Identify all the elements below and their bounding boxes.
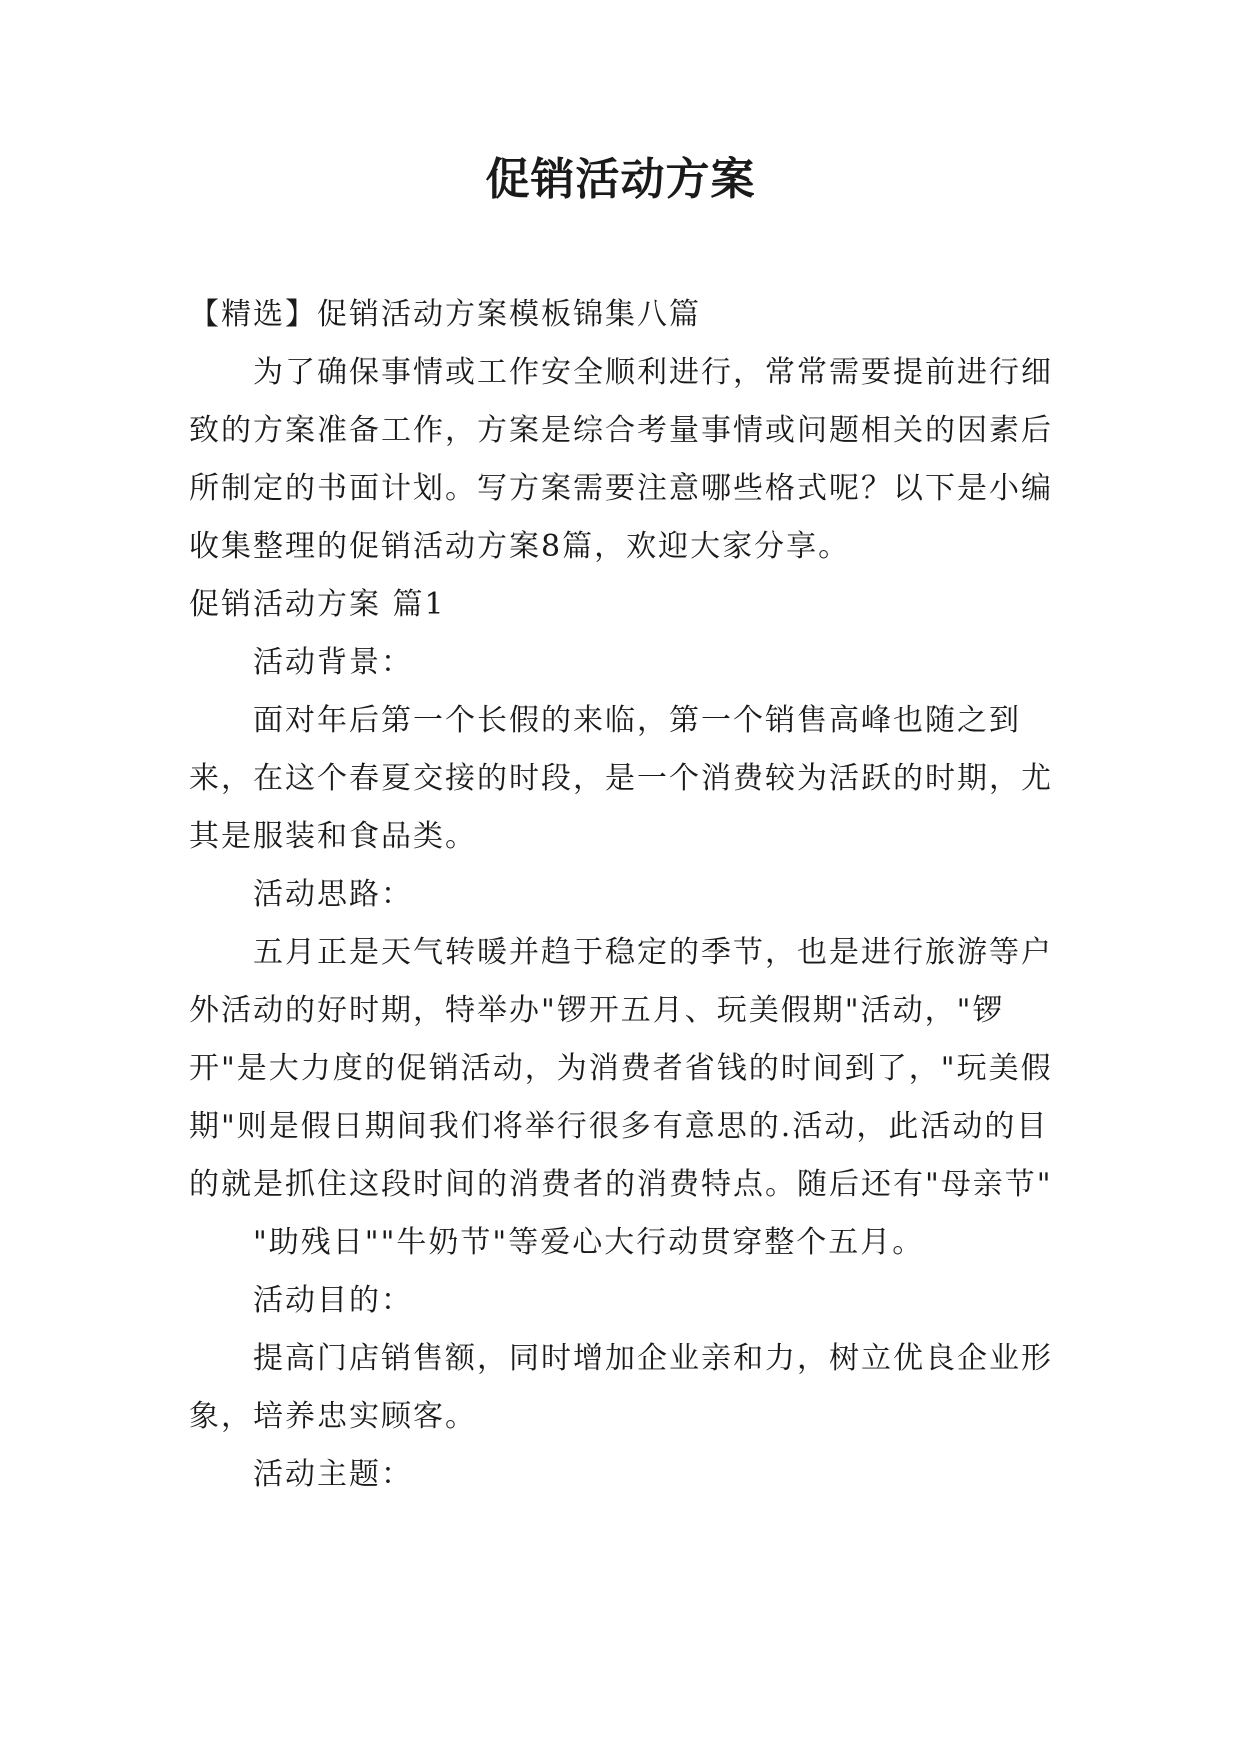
intro-paragraph: 为了确保事情或工作安全顺利进行，常常需要提前进行细致的方案准备工作，方案是综合考量事情或问题相关的因素后所制定的书面计划。写方案需要注意哪些格式呢？以下是小编收集整理的促销活动方案8篇，欢迎大家分享。 (189, 355, 1053, 564)
background-label: 活动背景： (253, 645, 413, 680)
document-subtitle: 【精选】促销活动方案模板锦集八篇 (189, 297, 701, 332)
document-title: 促销活动方案 (485, 154, 756, 205)
background-paragraph: 面对年后第一个长假的来临，第一个销售高峰也随之到来，在这个春夏交接的时段，是一个消费较为活跃的时期，尤其是服装和食品类。 (189, 703, 1053, 854)
document-body (189, 286, 1055, 1504)
theme-label: 活动主题： (253, 1457, 413, 1492)
section-heading: 促销活动方案 篇1 (189, 587, 446, 622)
idea-label: 活动思路： (253, 877, 413, 912)
goal-label: 活动目的： (253, 1283, 413, 1318)
idea-paragraph: 五月正是天气转暖并趋于稳定的季节，也是进行旅游等户外活动的好时期，特举办"锣开五月、玩美假期"活动，"锣开"是大力度的促销活动，为消费者省钱的时间到了，"玩美假期"则是假日期间我们将举行很多有意思的.活动，此活动的目的就是抓住这段时间的消费者的消费特点。随后还有"母亲节" (189, 935, 1053, 1202)
idea-paragraph-continued: "助残日""牛奶节"等爱心大行动贯穿整个五月。 (253, 1225, 925, 1260)
goal-paragraph: 提高门店销售额，同时增加企业亲和力，树立优良企业形象，培养忠实顾客。 (189, 1341, 1053, 1434)
